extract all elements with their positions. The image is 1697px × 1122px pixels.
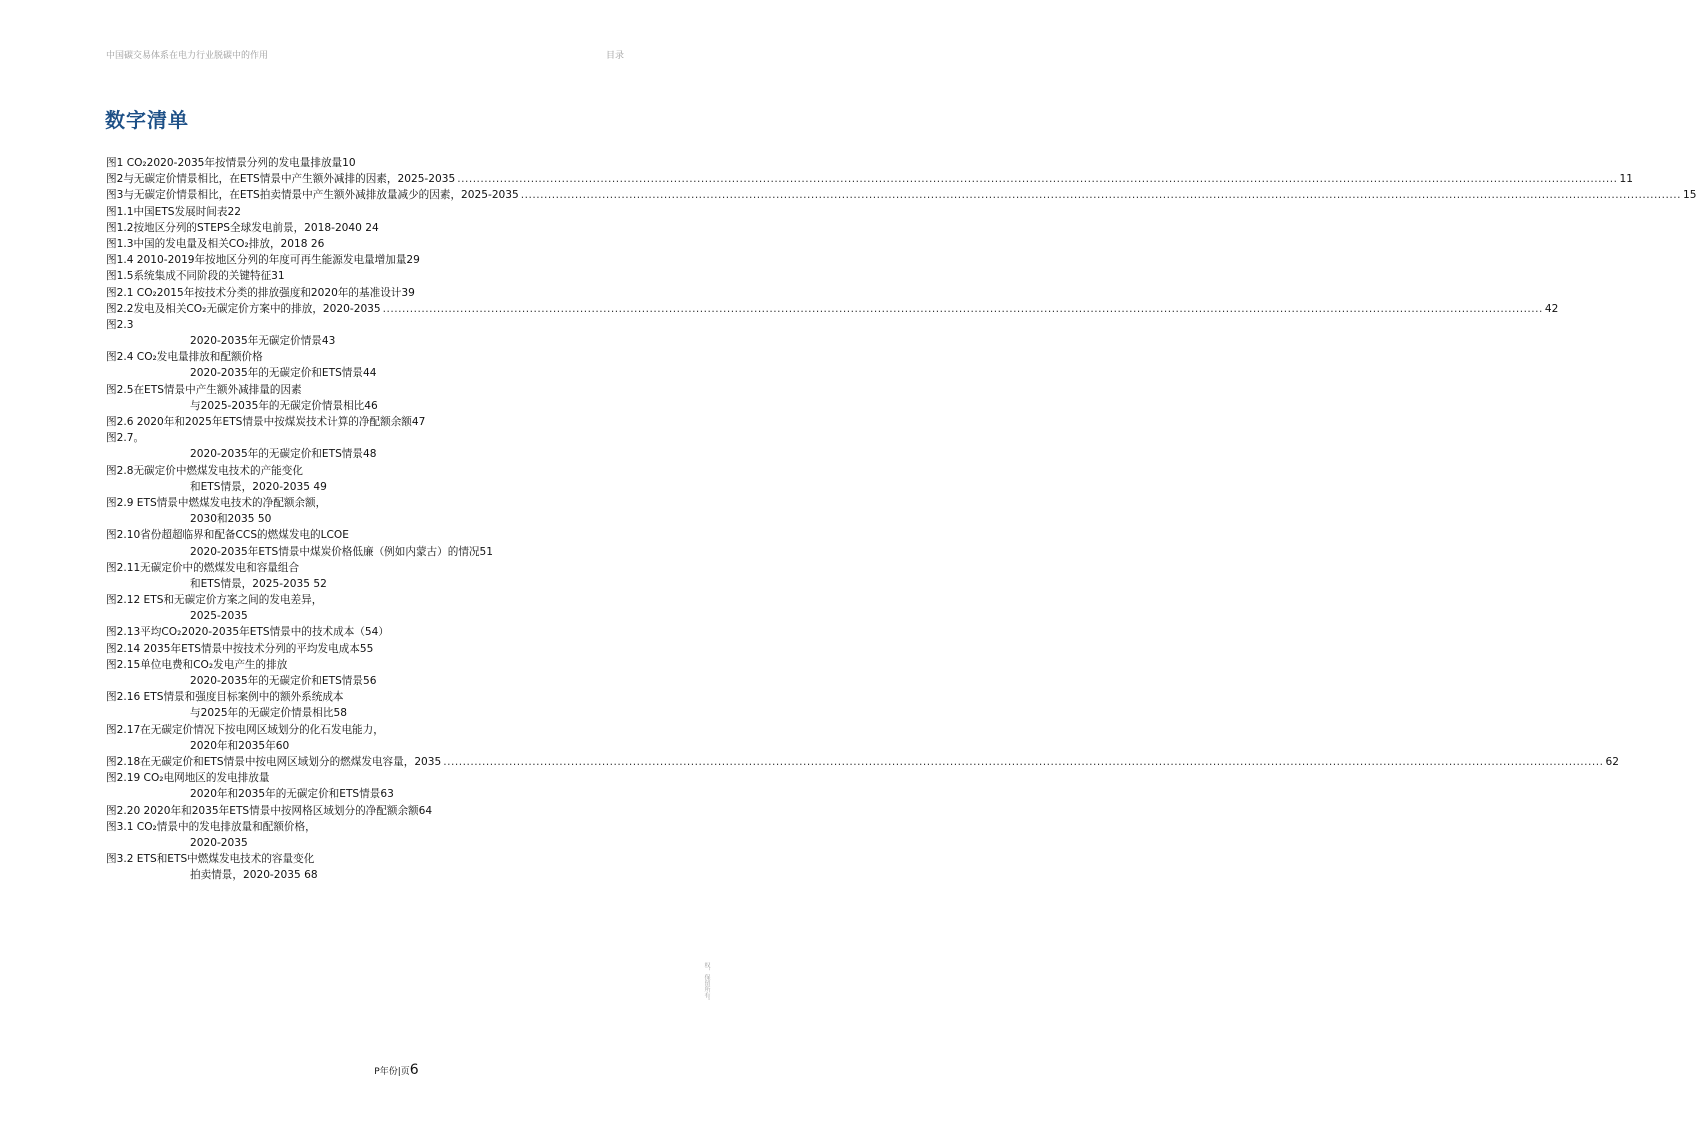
- figure-list-item-text: 图2.19 CO₂电网地区的发电排放量: [106, 772, 270, 785]
- figure-list-item-text: 图2与无碳定价情景相比，在ETS情景中产生额外减排的因素，2025-2035: [106, 173, 456, 186]
- figure-list-item-text: 2020年和2035年60: [190, 739, 290, 752]
- figure-list-item[interactable]: [106, 414, 684, 430]
- figure-list-item-text: 图3.1 CO₂情景中的发电排放量和配额价格，: [106, 820, 316, 833]
- figure-list-item[interactable]: [106, 479, 684, 495]
- figure-list-item-text: 和ETS情景，2025-2035 52: [190, 577, 327, 590]
- figure-list-item[interactable]: [106, 268, 684, 284]
- figure-list-item-text: 图2.8无碳定价中燃煤发电技术的产能变化: [106, 464, 303, 477]
- figure-list-item-text: 拍卖情景，2020-2035 68: [190, 869, 318, 882]
- figure-list-item-text: 图2.13平均CO₂2020-2035年ETS情景中的技术成本（54）: [106, 626, 389, 639]
- figure-list-item-text: 图3与无碳定价情景相比，在ETS拍卖情景中产生额外减排放量减少的因素，2025-2035: [106, 189, 519, 202]
- figure-list-item[interactable]: [106, 738, 684, 754]
- leader-dots: ............................................................................................................................................................................................................................................................................................................: [382, 302, 1543, 315]
- figure-list-item[interactable]: [106, 333, 684, 349]
- figure-list-item-page: 15: [1683, 189, 1697, 202]
- figure-list-item[interactable]: [106, 867, 684, 883]
- figure-list-item[interactable]: [106, 803, 684, 819]
- page-title: 数字清单: [105, 108, 189, 132]
- figure-list-item-text: 2020年和2035年的无碳定价和ETS情景63: [190, 788, 394, 801]
- figure-list-item-text: 图2.16 ETS情景和强度目标案例中的额外系统成本: [106, 691, 344, 704]
- figure-list-item[interactable]: [106, 511, 684, 527]
- figure-list-item-text: 图1.3中国的发电量及相关CO₂排放，2018 26: [106, 237, 325, 250]
- figure-list-item-text: 2020-2035年的无碳定价和ETS情景48: [190, 448, 377, 461]
- figure-list-item[interactable]: [106, 317, 684, 333]
- figure-list-item[interactable]: [106, 705, 684, 721]
- figure-list-item-text: 2020-2035: [190, 836, 248, 849]
- running-header-title: 中国碳交易体系在电力行业脱碳中的作用: [106, 51, 269, 61]
- figure-list-item-text: 图1.4 2010-2019年按地区分列的年度可再生能源发电量增加量29: [106, 254, 420, 267]
- figure-list-item[interactable]: [106, 722, 684, 738]
- figure-list-item[interactable]: [106, 430, 684, 446]
- figure-list-item[interactable]: [106, 187, 1697, 203]
- copyright-note: 权，保留所有。: [703, 962, 710, 1004]
- figure-list-item-text: 图2.4 CO₂发电量排放和配额价格: [106, 351, 263, 364]
- figure-list-item[interactable]: [106, 624, 684, 640]
- figure-list-item-text: 2025-2035: [190, 610, 248, 623]
- figure-list-item-text: 与2025-2035年的无碳定价情景相比46: [190, 399, 378, 412]
- figure-list-item-text: 图2.11无碳定价中的燃煤发电和容量组合: [106, 561, 300, 574]
- figure-list-item[interactable]: [106, 835, 684, 851]
- running-header-section: 目录: [606, 51, 625, 61]
- figure-list-item-text: 图2.2发电及相关CO₂无碳定价方案中的排放，2020-2035: [106, 302, 381, 315]
- figure-list-item-text: 图2.6 2020年和2025年ETS情景中按煤炭技术计算的净配额余额47: [106, 416, 426, 428]
- figure-list-item[interactable]: [106, 754, 1619, 770]
- figure-list-item-text: 图2.10省份超超临界和配备CCS的燃煤发电的LCOE: [106, 529, 349, 542]
- figure-list-item-page: 62: [1605, 755, 1619, 768]
- figure-list-item-text: 图1 CO₂2020-2035年按情景分列的发电量排放量10: [106, 157, 356, 169]
- figure-list-item[interactable]: [106, 301, 1559, 317]
- figure-list-item[interactable]: [106, 171, 1633, 187]
- figure-list-item-text: 2020-2035年ETS情景中煤炭价格低廉（例如内蒙古）的情况51: [190, 545, 493, 558]
- figure-list-item-text: 图2.12 ETS和无碳定价方案之间的发电差异，: [106, 594, 323, 607]
- figure-list-item[interactable]: [106, 285, 684, 301]
- figure-list-item-text: 图2.14 2035年ETS情景中按技术分列的平均发电成本55: [106, 642, 374, 655]
- page-footer: [0, 1062, 793, 1078]
- figure-list-item[interactable]: [106, 236, 684, 252]
- figure-list-item-text: 图1.2按地区分列的STEPS全球发电前景，2018-2040 24: [106, 221, 379, 234]
- figure-list-item-text: 和ETS情景，2020-2035 49: [190, 480, 327, 493]
- figure-list-item[interactable]: [106, 349, 684, 365]
- figure-list-item[interactable]: [106, 220, 684, 236]
- figure-list-item[interactable]: [106, 155, 684, 171]
- figure-list-item[interactable]: [106, 382, 684, 398]
- figure-list-item[interactable]: [106, 786, 684, 802]
- figure-list-item[interactable]: [106, 252, 684, 268]
- figure-list-item[interactable]: [106, 819, 684, 835]
- figure-list-item-text: 图2.20 2020年和2035年ETS情景中按网格区域划分的净配额余额64: [106, 804, 433, 817]
- figure-list-item[interactable]: [106, 641, 684, 657]
- figure-list-item[interactable]: [106, 576, 684, 592]
- figure-list-item[interactable]: [106, 657, 684, 673]
- leader-dots: ............................................................................................................................................................................................................................................................................................................: [457, 173, 1618, 186]
- figure-list-item-text: 图2.5在ETS情景中产生额外减排量的因素: [106, 383, 302, 396]
- figure-list-item[interactable]: [106, 770, 684, 786]
- figure-list-item[interactable]: [106, 560, 684, 576]
- leader-dots: ............................................................................................................................................................................................................................................................................................................: [520, 189, 1682, 202]
- figure-list-item[interactable]: [106, 398, 684, 414]
- figure-list-item[interactable]: [106, 851, 684, 867]
- figure-list: [106, 155, 1697, 883]
- figure-list-item-text: 图2.15单位电费和CO₂发电产生的排放: [106, 658, 288, 671]
- figure-list-item-text: 图2.7。: [106, 432, 145, 445]
- figure-list-item-page: 11: [1619, 173, 1633, 186]
- page-number: 6: [409, 1062, 419, 1078]
- figure-list-item[interactable]: [106, 495, 684, 511]
- figure-list-item[interactable]: [106, 544, 684, 560]
- figure-list-item-text: 2020-2035年的无碳定价和ETS情景44: [190, 367, 377, 380]
- figure-list-item[interactable]: [106, 446, 684, 462]
- figure-list-item-text: 图2.9 ETS情景中燃煤发电技术的净配额余额，: [106, 496, 327, 509]
- figure-list-item-text: 图3.2 ETS和ETS中燃煤发电技术的容量变化: [106, 853, 315, 866]
- figure-list-item[interactable]: [106, 608, 684, 624]
- figure-list-item[interactable]: [106, 463, 684, 479]
- figure-list-item[interactable]: [106, 673, 684, 689]
- figure-list-item-text: 2020-2035年无碳定价情景43: [190, 335, 336, 348]
- figure-list-item-text: 图2.3: [106, 318, 134, 331]
- figure-list-item-text: 图1.5系统集成不同阶段的关键特征31: [106, 270, 285, 283]
- leader-dots: ............................................................................................................................................................................................................................................................................................................: [443, 755, 1604, 768]
- figure-list-item[interactable]: [106, 527, 684, 543]
- figure-list-item-text: 图2.17在无碳定价情况下按电网区域划分的化石发电能力，: [106, 723, 384, 736]
- figure-list-item-text: 图2.1 CO₂2015年按技术分类的排放强度和2020年的基准设计39: [106, 286, 415, 299]
- figure-list-item-text: 图2.18在无碳定价和ETS情景中按电网区域划分的燃煤发电容量，2035: [106, 755, 442, 768]
- figure-list-item[interactable]: [106, 204, 684, 220]
- figure-list-item[interactable]: [106, 365, 684, 381]
- figure-list-item-text: 2020-2035年的无碳定价和ETS情景56: [190, 675, 377, 687]
- figure-list-item[interactable]: [106, 592, 684, 608]
- figure-list-item-text: 图1.1中国ETS发展时间表22: [106, 205, 241, 218]
- figure-list-item[interactable]: [106, 689, 684, 705]
- figure-list-item-text: 与2025年的无碳定价情景相比58: [190, 707, 347, 720]
- figure-list-item-page: 42: [1544, 302, 1559, 315]
- figure-list-item-text: 2030和2035 50: [190, 513, 272, 526]
- footer-label: P年份|页: [374, 1067, 410, 1077]
